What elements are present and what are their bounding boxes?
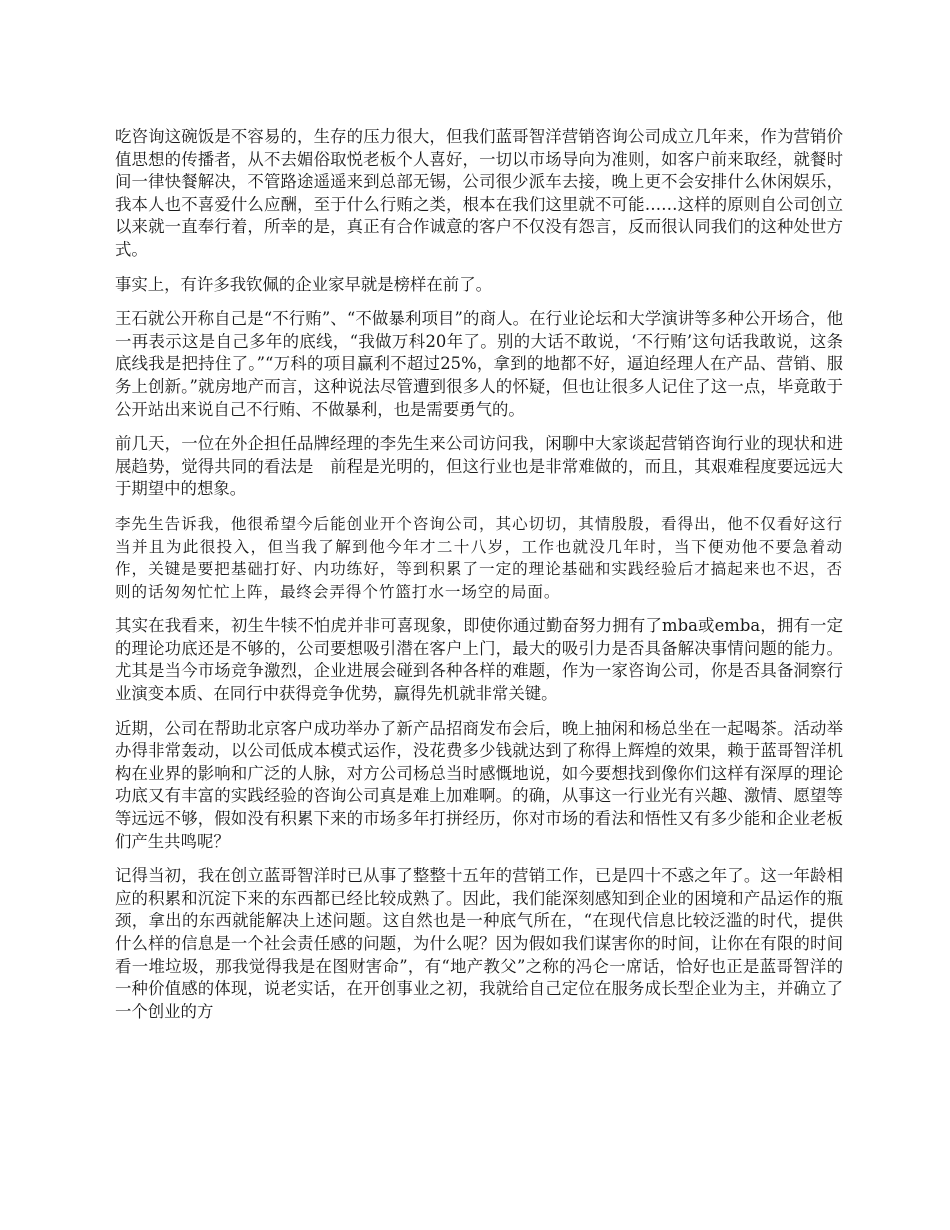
paragraph-8: 记得当初，我在创立蓝哥智洋时已从事了整整十五年的营销工作，已是四十不惑之年了。这一年龄相应的积累和沉淀下来的东西都已经比较成熟了。因此，我们能深刻感知到企业的困境和产品运作的瓶颈，拿出的东西就能解决上述问题。这自然也是一种底气所在，“在现代信息比较泛滥的时代，提供什么样的信息是一个社会责任感的问题，为什么呢？因为假如我们谋害你的时间，让你在有限的时间看一堆垃圾，那我觉得我是在图财害命”，有“地产教父”之称的冯仑一席话，恰好也正是蓝哥智洋的一种价值感的体现，说老实话，在开创事业之初，我就给自己定位在服务成长型企业为主，并确立了一个创业的方 [115,866,843,1021]
paragraph-7: 近期，公司在帮助北京客户成功举办了新产品招商发布会后，晚上抽闲和杨总坐在一起喝茶。活动举办得非常轰动，以公司低成本模式运作，没花费多少钱就达到了称得上辉煌的效果，赖于蓝哥智洋机构在业界的影响和广泛的人脉，对方公司杨总当时感慨地说，如今要想找到像你们这样有深厚的理论功底又有丰富的实践经验的咨询公司真是难上加难啊。的确，从事这一行业光有兴趣、激情、愿望等等远远不够，假如没有积累下来的市场多年打拼经历，你对市场的看法和悟性又有多少能和企业老板们产生共鸣呢？ [115,718,843,851]
paragraph-4: 前几天，一位在外企担任品牌经理的李先生来公司访问我，闲聊中大家谈起营销咨询行业的现状和进展趋势，觉得共同的看法是 前程是光明的，但这行业也是非常难做的，而且，其艰难程度要远远大于期望中的想象。 [115,434,843,499]
paragraph-3: 王石就公开称自己是“不行贿”、“不做暴利项目”的商人。在行业论坛和大学演讲等多种公开场合，他一再表示这是自己多年的底线，“我做万科20年了。别的大话不敢说，‘不行贿’这句话我敢说，这条底线我是把持住了。”“万科的项目赢利不超过25%，拿到的地都不好，逼迫经理人在产品、营销、服务上创新。”就房地产而言，这种说法尽管遭到很多人的怀疑，但也让很多人记住了这一点，毕竟敢于公开站出来说自己不行贿、不做暴利，也是需要勇气的。 [115,309,843,419]
paragraph-1: 吃咨询这碗饭是不容易的，生存的压力很大，但我们蓝哥智洋营销咨询公司成立几年来，作为营销价值思想的传播者，从不去媚俗取悦老板个人喜好，一切以市场导向为准则，如客户前来取经，就餐时间一律快餐解决，不管路途遥遥来到总部无锡，公司很少派车去接，晚上更不会安排什么休闲娱乐，我本人也不喜爱什么应酬，至于什么行贿之类，根本在我们这里就不可能……这样的原则自公司创立以来就一直奉行着，所幸的是，真正有合作诚意的客户不仅没有怨言，反而很认同我们的这种处世方式。 [115,127,843,259]
paragraph-2: 事实上，有许多我钦佩的企业家早就是榜样在前了。 [115,274,492,294]
document-body [115,126,843,1035]
paragraph-5: 李先生告诉我，他很希望今后能创业开个咨询公司，其心切切，其情殷殷，看得出，他不仅看好这行当并且为此很投入，但当我了解到他今年才二十八岁，工作也就没几年时，当下便劝他不要急着动作，关键是要把基础打好、内功练好，等到积累了一定的理论基础和实践经验后才搞起来也不迟，否则的话匆匆忙忙上阵，最终会弄得个竹篮打水一场空的局面。 [115,514,843,601]
paragraph-6: 其实在我看来，初生牛犊不怕虎并非可喜现象，即使你通过勤奋努力拥有了mba或emba，拥有一定的理论功底还是不够的，公司要想吸引潜在客户上门，最大的吸引力是否具备解决事情问题的能力。尤其是当今市场竞争激烈，企业进展会碰到各种各样的难题，作为一家咨询公司，你是否具备洞察行业演变本质、在同行中获得竞争优势，赢得先机就非常关键。 [115,616,843,704]
